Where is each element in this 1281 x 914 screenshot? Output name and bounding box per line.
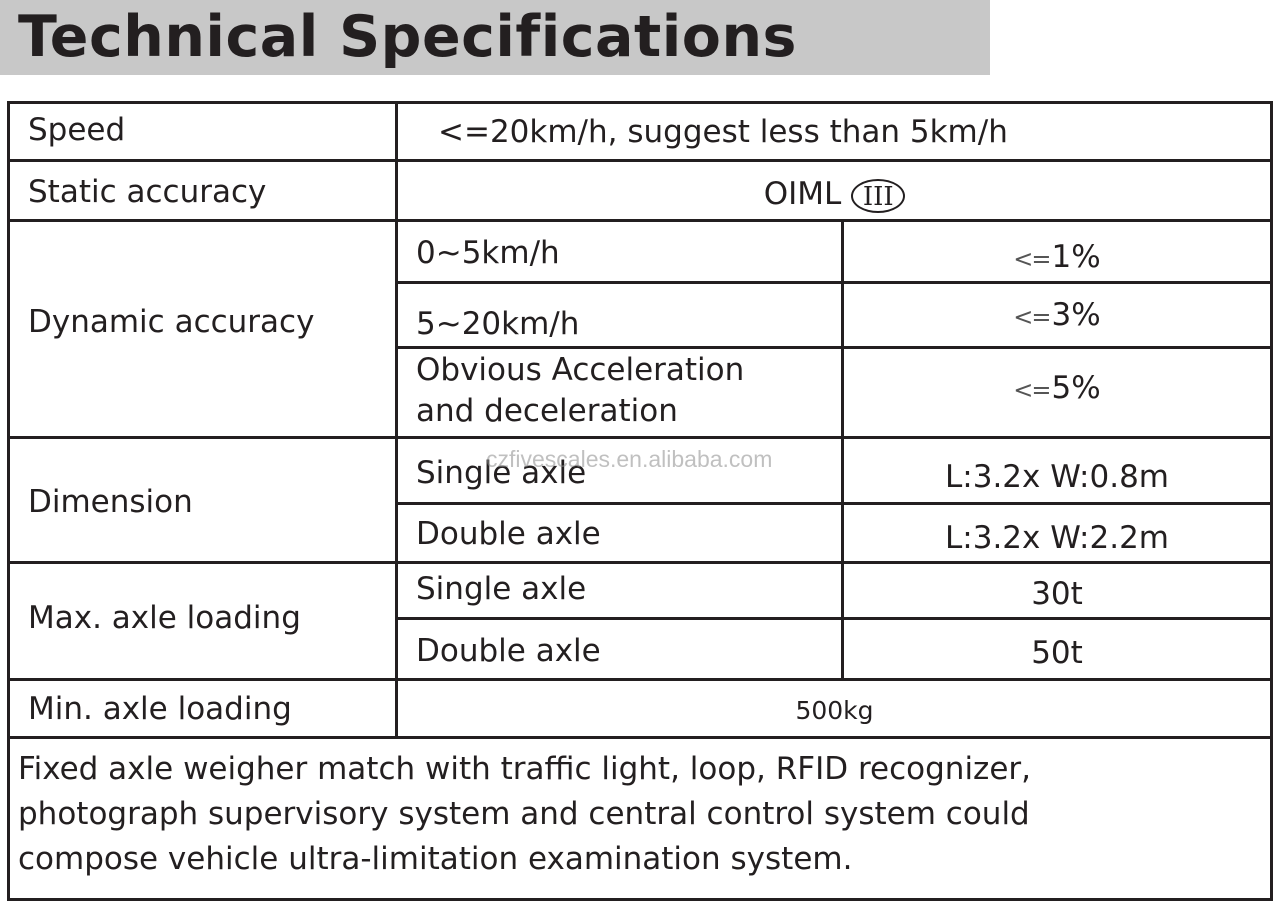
dynamic-condition-3: Obvious Acceleration and deceleration xyxy=(416,352,745,429)
accuracy-class-badge: III xyxy=(851,179,905,213)
row-divider xyxy=(10,159,1270,162)
note-line: Fixed axle weigher match with traffic light, loop, RFID recognizer, xyxy=(18,751,1031,787)
less-equal-symbol: <= xyxy=(1013,376,1050,404)
row-divider xyxy=(10,436,1270,439)
dynamic-value-1: <=1% xyxy=(1013,239,1101,275)
speed-label: Speed xyxy=(28,112,126,148)
dynamic-accuracy-label: Dynamic accuracy xyxy=(28,304,315,340)
max-axle-type-2: Double axle xyxy=(416,633,601,669)
less-equal-symbol: <= xyxy=(1013,303,1050,331)
static-accuracy-value xyxy=(398,175,1271,213)
dimension-label: Dimension xyxy=(28,484,193,520)
watermark: czfivescales.en.alibaba.com xyxy=(486,446,773,472)
row-divider xyxy=(10,219,1270,222)
max-axle-type-1: Single axle xyxy=(416,571,587,607)
note-line: photograph supervisory system and central control system could xyxy=(18,796,1030,832)
min-axle-loading-label: Min. axle loading xyxy=(28,691,292,727)
dynamic-condition-2: 5~20km/h xyxy=(416,306,580,342)
dimension-value-2: L:3.2x W:2.2m xyxy=(945,520,1169,556)
row-divider xyxy=(10,561,1270,564)
dynamic-condition-1: 0~5km/h xyxy=(416,235,560,271)
dynamic-value-3: <=5% xyxy=(1013,370,1101,406)
row-divider xyxy=(10,678,1270,681)
min-axle-loading-value: 500kg xyxy=(795,696,874,725)
speed-value: <=20km/h, suggest less than 5km/h xyxy=(438,114,1008,150)
row-divider xyxy=(397,281,1270,284)
note-line: compose vehicle ultra-limitation examination system. xyxy=(18,841,853,877)
static-accuracy-label: Static accuracy xyxy=(28,174,267,210)
dimension-type-1: Single axle xyxy=(416,455,587,491)
dynamic-value-2: <=3% xyxy=(1013,297,1101,333)
description-note xyxy=(18,747,1258,882)
less-equal-symbol: <= xyxy=(1013,245,1050,273)
max-axle-loading-label: Max. axle loading xyxy=(28,600,301,636)
row-divider xyxy=(397,502,1270,505)
row-divider xyxy=(397,346,1270,349)
max-axle-value-1: 30t xyxy=(1031,576,1083,612)
dimension-value-1: L:3.2x W:0.8m xyxy=(945,459,1169,495)
oiml-standard: OIML xyxy=(763,176,842,212)
row-divider xyxy=(397,617,1270,620)
max-axle-value-2: 50t xyxy=(1031,635,1083,671)
page-title: Technical Specifications xyxy=(18,4,797,70)
title-banner xyxy=(0,0,990,75)
dimension-type-2: Double axle xyxy=(416,516,601,552)
row-divider xyxy=(10,736,1270,739)
